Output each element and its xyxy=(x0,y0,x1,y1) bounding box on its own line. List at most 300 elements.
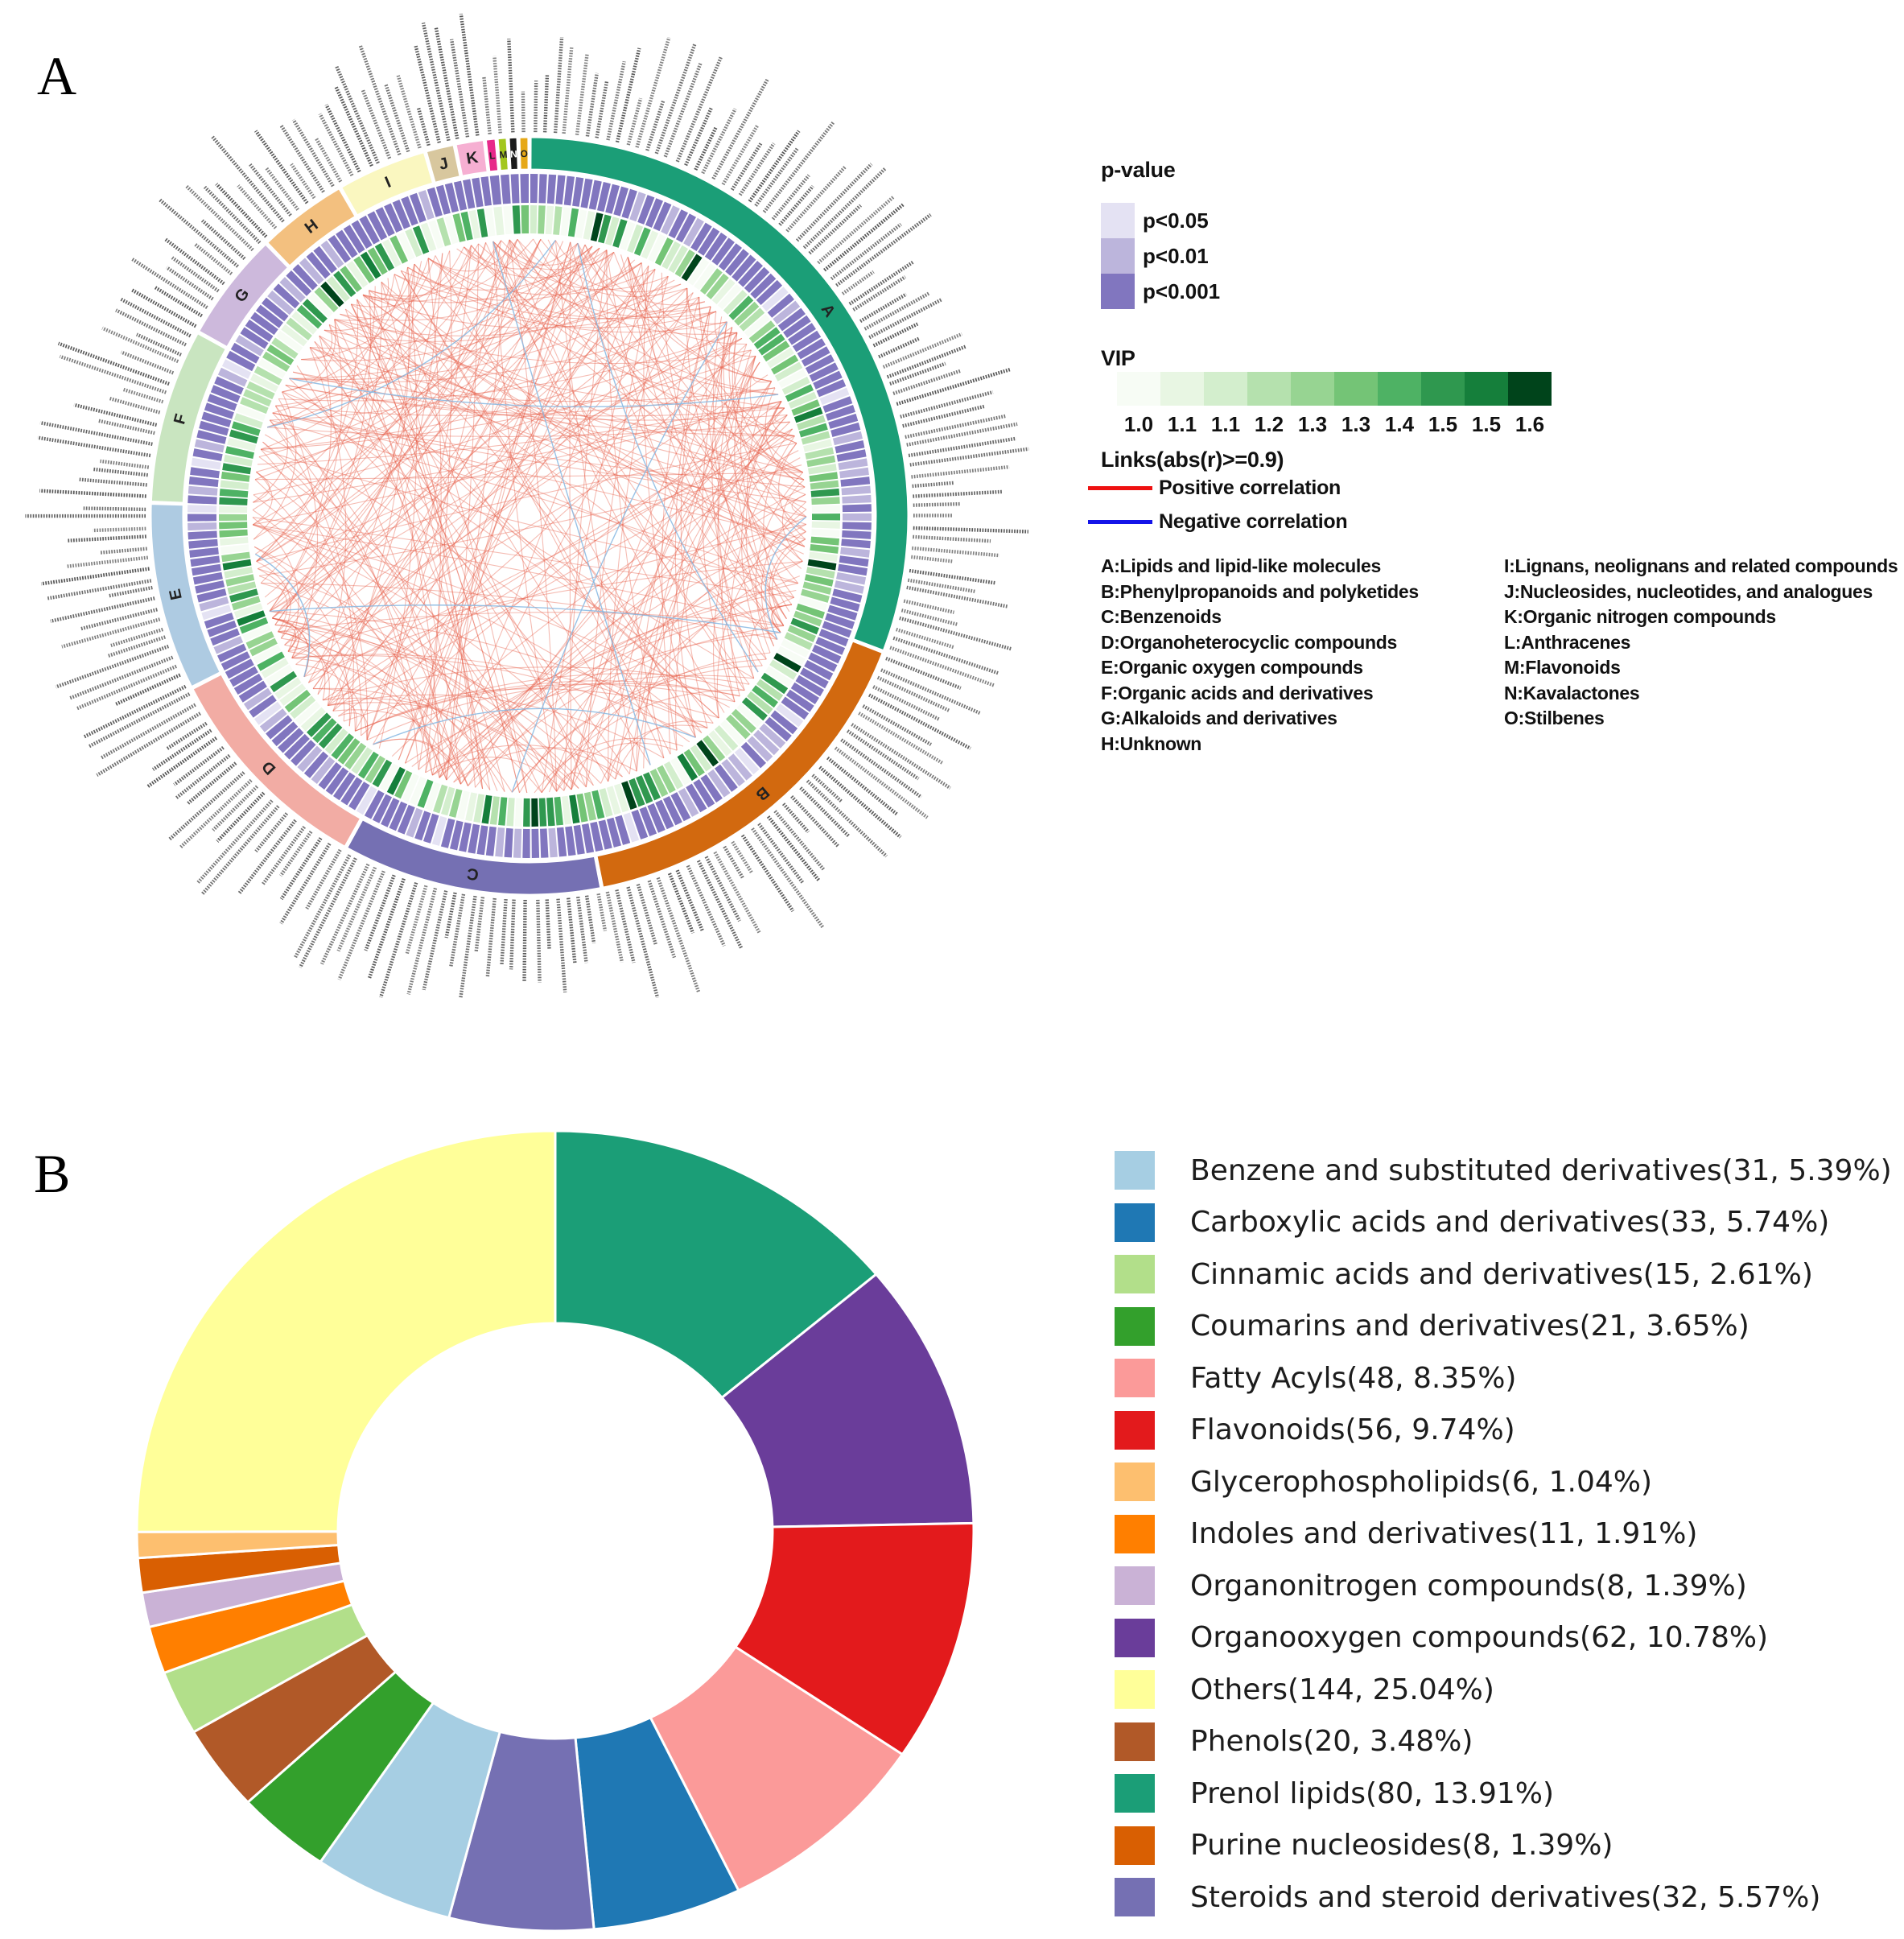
category-index-item-E: E:Organic oxygen compounds xyxy=(1101,657,1363,679)
vip-cell xyxy=(219,514,247,521)
metabolite-label xyxy=(686,107,711,165)
metabolite-label xyxy=(913,537,991,541)
vip-colorbar-cell xyxy=(1160,372,1204,406)
metabolite-label xyxy=(617,48,639,142)
pvalue-cell xyxy=(842,530,871,539)
metabolite-label xyxy=(39,491,146,497)
metabolite-label xyxy=(911,557,952,562)
donut-legend-label: Steroids and steroid derivatives(32, 5.57%) xyxy=(1190,1880,1821,1914)
donut-legend-label: Phenols(20, 3.48%) xyxy=(1190,1725,1473,1758)
vip-legend-title: VIP xyxy=(1101,346,1135,370)
metabolite-label xyxy=(658,878,699,993)
metabolite-label xyxy=(291,164,315,198)
metabolite-label xyxy=(109,398,159,413)
donut-legend-row xyxy=(1115,1359,1892,1397)
donut-legend xyxy=(1115,1151,1892,1930)
vip-ring xyxy=(219,205,840,827)
metabolite-label xyxy=(912,548,999,555)
vip-cell xyxy=(811,529,839,537)
vip-colorbar-ticks xyxy=(1117,412,1552,437)
metabolite-label xyxy=(68,537,146,541)
donut-legend-row xyxy=(1115,1774,1892,1813)
donut-legend-swatch xyxy=(1115,1878,1155,1916)
metabolite-label xyxy=(102,328,178,361)
metabolite-label xyxy=(750,131,799,202)
vip-colorbar-cell xyxy=(1117,372,1160,406)
vip-cell xyxy=(503,206,513,235)
metabolite-label xyxy=(743,835,793,911)
pvalue-legend-title: p-value xyxy=(1101,158,1176,182)
category-index-item-H: H:Unknown xyxy=(1101,732,1202,754)
metabolite-label xyxy=(187,186,253,250)
correlation-link xyxy=(570,242,571,790)
metabolite-label xyxy=(732,842,752,873)
vip-tick-label: 1.5 xyxy=(1471,412,1502,436)
metabolite-label xyxy=(461,14,478,135)
metabolite-label xyxy=(784,804,809,832)
donut-legend-row xyxy=(1115,1463,1892,1501)
metabolite-label xyxy=(107,637,165,656)
pvalue-cell xyxy=(555,175,565,205)
metabolite-label xyxy=(40,423,153,444)
metabolite-label xyxy=(84,509,146,510)
links-legend-title: Links(abs(r)>=0.9) xyxy=(1101,448,1284,472)
class-letter-H: H xyxy=(301,216,322,237)
pvalue-cell xyxy=(513,829,521,858)
panel-b-label: B xyxy=(34,1143,71,1204)
donut-legend-row xyxy=(1115,1878,1892,1916)
metabolite-label xyxy=(813,775,842,802)
vip-tick-label: 1.3 xyxy=(1297,412,1328,436)
category-index-item-L: L:Anthracenes xyxy=(1504,631,1631,653)
metabolite-label xyxy=(893,371,960,394)
metabolite-label xyxy=(835,748,927,818)
vip-cell xyxy=(810,481,839,490)
pvalue-cell xyxy=(532,829,540,858)
metabolite-label xyxy=(60,357,166,393)
pvalue-legend-swatches xyxy=(1101,203,1135,309)
category-index-column-2 xyxy=(1504,554,1898,732)
class-letter-L: L xyxy=(488,150,497,162)
metabolite-label xyxy=(93,529,146,530)
metabolite-label xyxy=(195,244,232,274)
class-letter-O: O xyxy=(520,147,529,160)
metabolite-label xyxy=(363,90,389,159)
vip-colorbar-cell xyxy=(1421,372,1465,406)
metabolite-label xyxy=(558,899,566,992)
pvalue-cell xyxy=(842,486,872,496)
pvalue-cell xyxy=(538,174,546,203)
vip-tick-label: 1.0 xyxy=(1123,412,1154,436)
metabolite-label xyxy=(628,98,641,145)
class-ring xyxy=(151,138,908,894)
vip-cell xyxy=(546,798,555,827)
metabolite-label xyxy=(831,225,900,279)
class-letter-K: K xyxy=(464,148,480,168)
metabolite-label xyxy=(886,658,961,688)
donut-legend-label: Organooxygen compounds(62, 10.78%) xyxy=(1190,1621,1769,1654)
pvalue-cell xyxy=(557,827,567,857)
metabolite-label xyxy=(695,127,716,170)
pie-slice-others xyxy=(137,1131,555,1532)
category-index-item-J: J:Nucleosides, nucleotides, and analogues xyxy=(1504,580,1873,602)
metabolite-label xyxy=(460,896,475,997)
donut-legend-row xyxy=(1115,1826,1892,1865)
donut-legend-label: Organonitrogen compounds(8, 1.39%) xyxy=(1190,1569,1747,1603)
vip-cell xyxy=(811,497,839,505)
vip-colorbar-cell xyxy=(1378,372,1421,406)
pvalue-cell xyxy=(188,522,216,530)
donut-legend-row xyxy=(1115,1151,1892,1190)
pvalue-cell xyxy=(522,829,530,858)
metabolite-label xyxy=(239,820,295,893)
donut-legend-label: Glycerophospholipids(6, 1.04%) xyxy=(1190,1465,1653,1499)
donut-legend-swatch xyxy=(1115,1515,1155,1553)
pvalue-cell xyxy=(188,505,216,513)
metabolite-label xyxy=(804,168,885,248)
vip-cell xyxy=(220,481,249,490)
metabolite-label xyxy=(538,900,539,983)
class-letter-C: C xyxy=(465,864,480,884)
vip-tick-label: 1.3 xyxy=(1341,412,1371,436)
donut-legend-row xyxy=(1115,1515,1892,1553)
donut-legend-label: Benzene and substituted derivatives(31, 5.39%) xyxy=(1190,1153,1892,1187)
donut-legend-label: Others(144, 25.04%) xyxy=(1190,1673,1494,1706)
vip-tick-label: 1.2 xyxy=(1254,412,1284,436)
vip-tick-label: 1.6 xyxy=(1515,412,1545,436)
metabolite-label xyxy=(555,37,562,133)
donut-legend-swatch xyxy=(1115,1566,1155,1605)
pvalue-swatch-p<0.001 xyxy=(1101,274,1135,309)
metabolite-label xyxy=(599,893,605,930)
class-letter-M: M xyxy=(498,148,508,161)
pvalue-cell xyxy=(520,174,529,203)
metabolite-label xyxy=(869,695,971,748)
donut-legend-swatch xyxy=(1115,1411,1155,1450)
donut-legend-swatch xyxy=(1115,1203,1155,1242)
donut-legend-swatch xyxy=(1115,1151,1155,1190)
metabolite-label xyxy=(913,504,960,505)
metabolite-label xyxy=(197,801,272,884)
metabolite-label xyxy=(903,406,985,426)
donut-legend-label: Flavonoids(56, 9.74%) xyxy=(1190,1413,1515,1446)
panel-a-label: A xyxy=(37,45,77,106)
pvalue-cell xyxy=(842,495,871,504)
links-legend-label: Positive correlation xyxy=(1159,476,1341,499)
vip-cell xyxy=(493,207,504,236)
metabolite-label xyxy=(900,618,1012,650)
vip-cell xyxy=(506,798,514,827)
vip-cell xyxy=(811,489,840,497)
pvalue-cell xyxy=(490,175,501,205)
vip-cell xyxy=(546,206,554,235)
metabolite-label xyxy=(842,740,921,797)
category-index-item-M: M:Flavonoids xyxy=(1504,657,1621,679)
pvalue-label: p<0.05 xyxy=(1143,208,1209,233)
pvalue-cell xyxy=(841,538,871,548)
metabolite-label xyxy=(900,392,993,417)
metabolite-label xyxy=(418,108,429,145)
donut-legend-row xyxy=(1115,1722,1892,1761)
metabolite-label xyxy=(336,66,378,163)
donut-legend-row xyxy=(1115,1619,1892,1657)
class-letter-A: A xyxy=(817,300,839,321)
donut-legend-row xyxy=(1115,1566,1892,1605)
metabolite-label xyxy=(159,200,237,266)
donut-legend-row xyxy=(1115,1411,1892,1450)
vip-colorbar-cell xyxy=(1508,372,1552,406)
vip-cell xyxy=(812,522,840,529)
pvalue-cell xyxy=(188,531,217,540)
vip-cell xyxy=(812,514,840,521)
metabolite-label xyxy=(365,875,394,951)
positive-correlation-line xyxy=(1088,486,1152,490)
class-letter-N: N xyxy=(509,148,518,160)
class-letter-I: I xyxy=(382,173,394,192)
correlation-link xyxy=(414,258,429,274)
class-letter-D: D xyxy=(258,757,280,778)
links-legend-row xyxy=(1088,476,1341,500)
metabolite-label xyxy=(904,601,954,613)
pvalue-cell xyxy=(189,476,219,487)
metabolite-label xyxy=(523,92,524,132)
category-index-item-I: I:Lignans, neolignans and related compounds xyxy=(1504,555,1898,577)
circos-plot xyxy=(0,0,1102,1083)
pvalue-cell xyxy=(840,547,870,558)
metabolite-label xyxy=(62,619,160,646)
pvalue-cell xyxy=(540,828,549,857)
pvalue-cell xyxy=(548,828,558,858)
metabolite-label xyxy=(577,53,587,135)
donut-legend-label: Carboxylic acids and derivatives(33, 5.74%) xyxy=(1190,1206,1830,1239)
pvalue-cell xyxy=(843,504,872,512)
metabolite-label xyxy=(568,898,575,964)
pvalue-cell xyxy=(530,174,538,203)
metabolite-label xyxy=(51,598,155,621)
donut-legend-row xyxy=(1115,1307,1892,1346)
donut-legend-swatch xyxy=(1115,1619,1155,1657)
donut-legend-swatch xyxy=(1115,1255,1155,1293)
metabolite-label xyxy=(256,814,286,852)
correlation-link xyxy=(363,278,389,300)
pvalue-cell xyxy=(547,175,556,204)
vip-cell xyxy=(219,530,247,538)
metabolite-label xyxy=(101,461,149,468)
metabolite-label xyxy=(587,896,594,943)
metabolite-label xyxy=(511,900,514,970)
donut-legend-swatch xyxy=(1115,1774,1155,1813)
category-index-item-K: K:Organic nitrogen compounds xyxy=(1504,606,1776,628)
donut-legend-label: Prenol lipids(80, 13.91%) xyxy=(1190,1776,1555,1810)
vip-cell xyxy=(538,205,546,233)
metabolite-label xyxy=(649,881,674,957)
vip-tick-label: 1.5 xyxy=(1428,412,1458,436)
metabolite-label xyxy=(847,731,918,779)
donut-legend-label: Cinnamic acids and derivatives(15, 2.61%) xyxy=(1190,1257,1813,1291)
vip-cell xyxy=(812,505,840,513)
donut-legend-label: Purine nucleosides(8, 1.39%) xyxy=(1190,1829,1613,1862)
vip-cell xyxy=(810,537,839,546)
class-letter-J: J xyxy=(437,154,451,174)
pvalue-label: p<0.001 xyxy=(1143,278,1221,303)
metabolite-label xyxy=(213,786,258,830)
donut-legend-swatch xyxy=(1115,1826,1155,1865)
pvalue-cell xyxy=(501,175,511,204)
donut-legend-swatch xyxy=(1115,1670,1155,1709)
donut-legend-label: Indoles and derivatives(11, 1.91%) xyxy=(1190,1517,1698,1550)
metabolite-label xyxy=(132,259,207,307)
category-index-item-D: D:Organoheterocyclic compounds xyxy=(1101,631,1398,653)
metabolite-label xyxy=(597,81,608,138)
metabolite-label xyxy=(913,492,1002,497)
donut-legend-swatch xyxy=(1115,1463,1155,1501)
vip-colorbar-cell xyxy=(1334,372,1378,406)
metabolite-label xyxy=(564,46,572,133)
vip-cell xyxy=(539,798,547,827)
category-index-item-N: N:Kavalactones xyxy=(1504,682,1640,703)
metabolite-label xyxy=(535,80,536,132)
vip-cell xyxy=(498,797,507,826)
links-legend-row xyxy=(1088,510,1347,534)
metabolite-label xyxy=(578,897,586,963)
metabolite-label xyxy=(67,558,148,567)
metabolite-label xyxy=(78,480,146,485)
vip-cell xyxy=(515,798,522,827)
pvalue-cell xyxy=(843,522,872,530)
vip-tick-label: 1.1 xyxy=(1210,412,1241,436)
pvalue-cell xyxy=(495,827,505,857)
vip-cell xyxy=(523,798,530,827)
pvalue-swatch-p<0.01 xyxy=(1101,238,1135,274)
class-letter-E: E xyxy=(166,587,186,602)
category-index-item-G: G:Alkaloids and derivatives xyxy=(1101,708,1337,729)
pvalue-cell xyxy=(840,476,870,487)
metabolite-label xyxy=(509,39,513,132)
vip-cell xyxy=(521,205,530,233)
pvalue-cell xyxy=(486,827,497,856)
class-letter-F: F xyxy=(171,411,191,427)
category-index-item-A: A:Lipids and lipid-like molecules xyxy=(1101,555,1381,577)
donut-legend-swatch xyxy=(1115,1359,1155,1397)
vip-cell xyxy=(220,537,249,546)
vip-cell xyxy=(219,506,247,514)
metabolite-label xyxy=(123,390,163,402)
metabolite-label xyxy=(476,897,483,952)
pvalue-cell xyxy=(843,514,872,521)
metabolite-label xyxy=(97,713,200,775)
pvalue-label: p<0.01 xyxy=(1143,243,1209,268)
metabolite-label xyxy=(502,899,506,964)
metabolite-label xyxy=(545,74,547,132)
vip-colorbar-cell xyxy=(1465,372,1508,406)
metabolite-label xyxy=(807,781,886,856)
category-index-item-C: C:Benzenoids xyxy=(1101,606,1222,628)
donut-legend-row xyxy=(1115,1255,1892,1293)
metabolite-label xyxy=(170,773,244,840)
metabolite-label xyxy=(41,569,149,584)
donut-legend-row xyxy=(1115,1670,1892,1709)
pvalue-cell xyxy=(511,174,520,203)
pvalue-cell xyxy=(505,828,513,858)
metabolite-label xyxy=(398,76,420,148)
pvalue-swatch-p<0.05 xyxy=(1101,203,1135,238)
metabolite-label xyxy=(416,46,439,142)
correlation-link xyxy=(273,413,483,789)
vip-cell xyxy=(553,206,562,235)
metabolite-label xyxy=(100,549,147,553)
pvalue-cell xyxy=(188,495,216,504)
metabolite-label xyxy=(713,80,767,179)
vip-tick-label: 1.1 xyxy=(1167,412,1197,436)
metabolite-label xyxy=(386,85,409,151)
metabolite-label xyxy=(775,811,824,870)
donut-legend-label: Coumarins and derivatives(21, 3.65%) xyxy=(1190,1310,1749,1343)
metabolite-label xyxy=(484,76,489,134)
metabolite-label xyxy=(715,852,760,934)
vip-cell xyxy=(219,522,247,529)
vip-cell xyxy=(531,798,538,827)
metabolite-label xyxy=(212,137,283,221)
vip-cell xyxy=(220,489,249,497)
donut-legend-swatch xyxy=(1115,1722,1155,1761)
vip-cell xyxy=(554,797,564,826)
category-index-item-F: F:Organic acids and derivatives xyxy=(1101,682,1374,703)
metabolite-label xyxy=(424,891,447,990)
vip-colorbar-cell xyxy=(1291,372,1334,406)
metabolite-label xyxy=(451,894,464,967)
metabolite-label xyxy=(205,187,260,242)
vip-colorbar xyxy=(1117,372,1552,406)
metabolite-label xyxy=(905,416,1006,437)
metabolite-label xyxy=(547,900,550,951)
pvalue-cell xyxy=(189,547,219,558)
donut-legend-label: Fatty Acyls(48, 8.35%) xyxy=(1190,1361,1517,1395)
vip-colorbar-cell xyxy=(1247,372,1291,406)
pvalue-cell xyxy=(188,539,218,549)
pvalue-legend-labels xyxy=(1143,203,1220,309)
donut-legend-swatch xyxy=(1115,1307,1155,1346)
category-index-item-B: B:Phenylpropanoids and polyketides xyxy=(1101,580,1419,602)
vip-cell xyxy=(513,205,521,233)
negative-correlation-line xyxy=(1088,520,1152,524)
metabolite-label xyxy=(59,344,170,384)
metabolite-label xyxy=(84,687,186,737)
vip-cell xyxy=(530,205,538,233)
vip-colorbar-cell xyxy=(1204,372,1247,406)
metabolite-label xyxy=(488,898,495,977)
pvalue-cell xyxy=(188,486,218,496)
category-index-column-1 xyxy=(1101,554,1419,757)
metabolite-label xyxy=(256,131,307,204)
metabolite-label xyxy=(93,469,147,475)
metabolite-label xyxy=(913,483,955,486)
metabolite-label xyxy=(608,892,622,962)
category-index-item-O: O:Stilbenes xyxy=(1504,708,1605,729)
metabolite-label xyxy=(912,467,1010,476)
metabolite-label xyxy=(494,56,500,134)
metabolite-label xyxy=(913,528,1028,532)
metabolite-label xyxy=(587,73,597,137)
class-letter-B: B xyxy=(752,782,773,804)
metabolite-label xyxy=(843,272,873,294)
links-legend-label: Negative correlation xyxy=(1159,510,1348,533)
correlation-links xyxy=(253,239,806,793)
metabolite-label xyxy=(447,893,455,938)
donut-legend-row xyxy=(1115,1203,1892,1242)
vip-tick-label: 1.4 xyxy=(1384,412,1415,436)
metabolite-label xyxy=(76,666,176,709)
metabolite-label xyxy=(147,738,216,787)
